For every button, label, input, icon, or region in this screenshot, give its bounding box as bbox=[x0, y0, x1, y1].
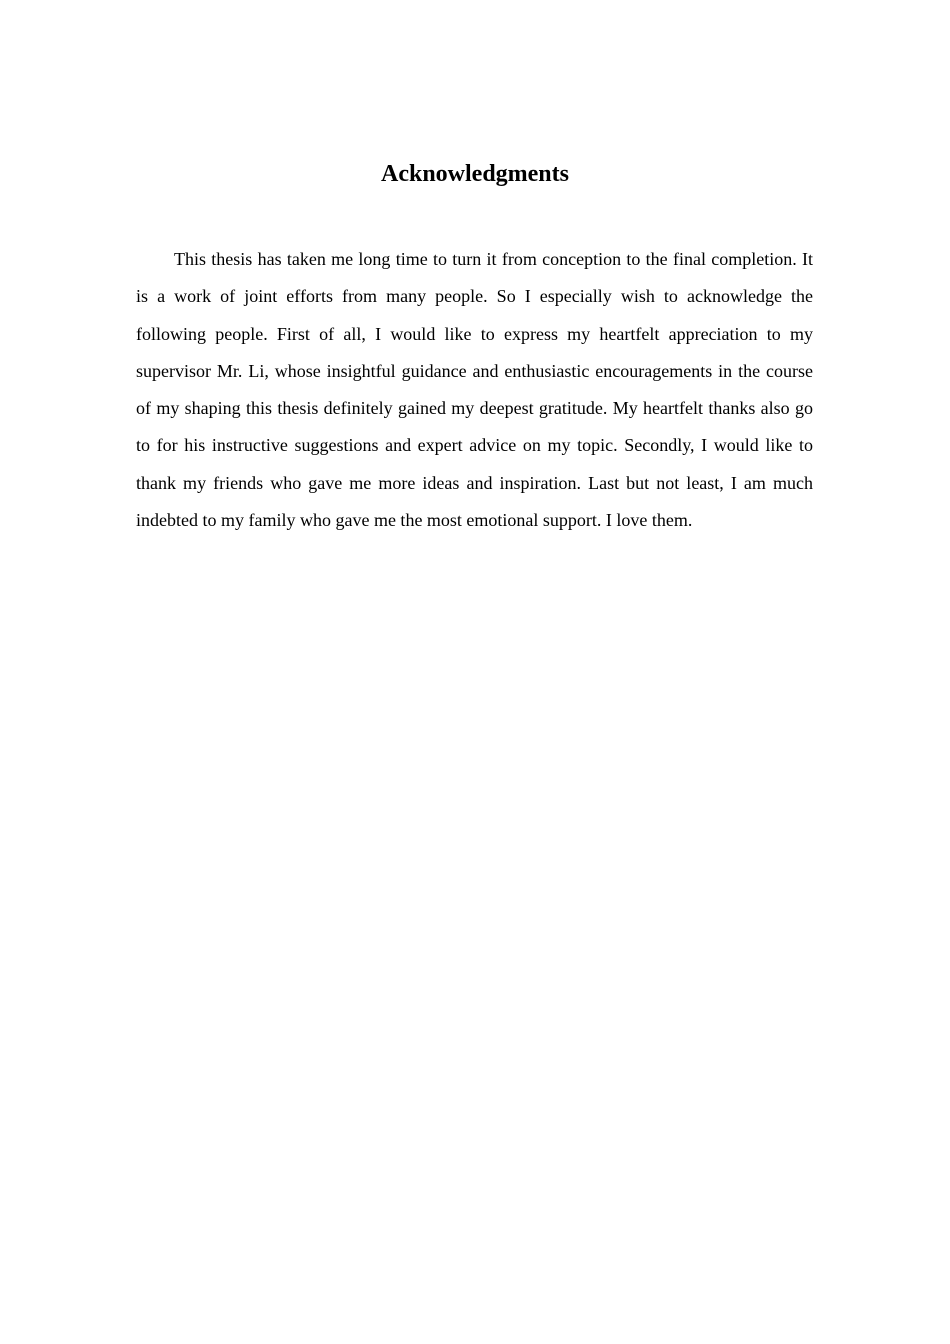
acknowledgments-paragraph: This thesis has taken me long time to turn it from conception to the final completion. It is a work of joint efforts from many people. So I especially wish to acknowledge the following people. First of all, I would like to express my heartfelt appreciation to my supervisor Mr. Li, whose insightful guidance and enthusiastic encouragements in the course of my shaping this thesis definitely gained my deepest gratitude. My heartfelt thanks also go to for his instructive suggestions and expert advice on my topic. Secondly, I would like to thank my friends who gave me more ideas and inspiration. Last but not least, I am much indebted to my family who gave me the most emotional support. I love them. bbox=[136, 249, 813, 531]
page-title: Acknowledgments bbox=[380, 161, 569, 187]
